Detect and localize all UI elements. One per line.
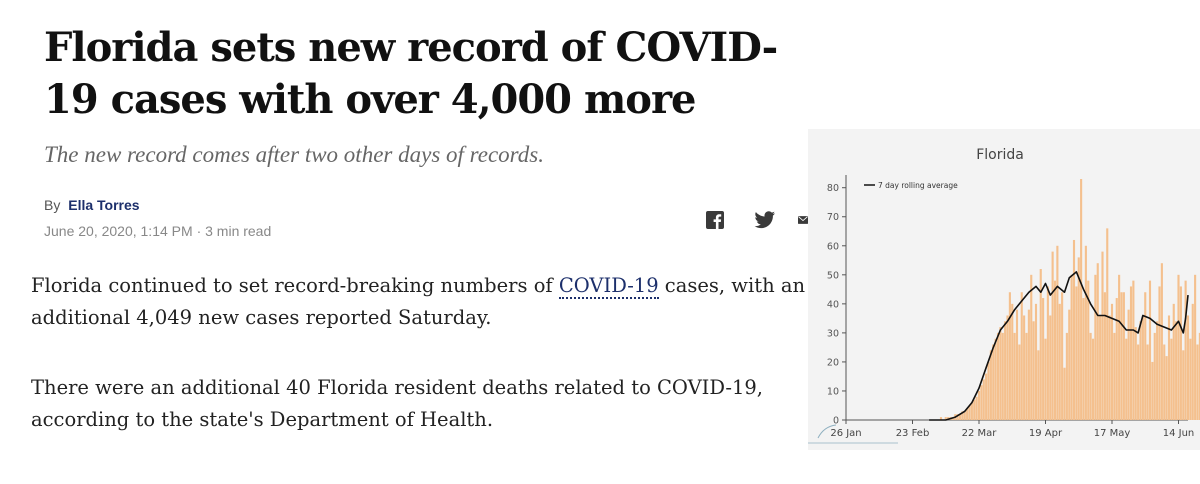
daily-bar xyxy=(1009,292,1011,420)
daily-bar xyxy=(1085,246,1087,420)
daily-bar xyxy=(1059,304,1061,420)
daily-bar xyxy=(971,403,973,420)
daily-bar xyxy=(1151,362,1153,420)
daily-bar xyxy=(1011,304,1013,420)
x-tick-label: 26 Jan xyxy=(830,428,862,439)
daily-bar xyxy=(1025,333,1027,420)
daily-bar xyxy=(1142,315,1144,420)
read-time: · 3 min read xyxy=(196,223,272,239)
daily-bar xyxy=(1002,333,1004,420)
daily-bar xyxy=(1106,228,1108,420)
x-tick-label: 14 Jun xyxy=(1162,428,1195,439)
subheadline: The new record comes after two other days of records. xyxy=(44,142,544,167)
paragraph-2: There were an additional 40 Florida resident deaths related to COVID-19, according to the state's Department of Health. xyxy=(31,376,763,431)
daily-bar xyxy=(992,345,994,420)
twitter-icon xyxy=(754,211,776,229)
x-tick-label: 23 Feb xyxy=(895,428,930,439)
daily-bar xyxy=(1080,179,1082,420)
y-tick-label: 60 xyxy=(826,241,839,253)
daily-bar xyxy=(1035,304,1037,420)
daily-bar xyxy=(1044,339,1046,420)
email-share-button[interactable] xyxy=(798,208,808,232)
y-tick-label: 30 xyxy=(826,328,839,340)
chart-title: Florida xyxy=(976,147,1024,163)
daily-bar xyxy=(1163,345,1165,420)
daily-bar xyxy=(1177,275,1179,420)
daily-bar xyxy=(1071,275,1073,420)
daily-bar xyxy=(1037,350,1039,420)
daily-bar xyxy=(987,362,989,420)
daily-bar xyxy=(1166,356,1168,420)
daily-bar xyxy=(1123,292,1125,420)
daily-bar xyxy=(1068,310,1070,420)
daily-bar xyxy=(995,339,997,420)
paragraph-1-text-start: Florida continued to set record-breaking numbers of xyxy=(31,274,559,297)
daily-bar xyxy=(1116,298,1118,420)
chart-svg xyxy=(808,129,1200,450)
daily-bar xyxy=(1052,252,1054,420)
facebook-share-button[interactable] xyxy=(702,208,728,232)
x-tick-label: 19 Apr xyxy=(1028,428,1063,439)
daily-bar xyxy=(1066,333,1068,420)
daily-bar xyxy=(1030,275,1032,420)
byline-prefix: By xyxy=(44,197,61,213)
y-tick-label: 70 xyxy=(826,212,839,224)
daily-bar xyxy=(1196,345,1198,420)
y-tick-label: 50 xyxy=(826,270,839,282)
daily-bar xyxy=(1047,286,1049,420)
y-tick-label: 20 xyxy=(826,357,839,369)
daily-bar xyxy=(973,400,975,420)
y-tick-label: 10 xyxy=(826,386,839,398)
daily-bar xyxy=(1185,281,1187,420)
y-tick-label: 40 xyxy=(826,299,839,311)
daily-bar xyxy=(1173,304,1175,420)
daily-bar xyxy=(1061,292,1063,420)
daily-bar xyxy=(1147,345,1149,420)
daily-bar xyxy=(1097,263,1099,420)
byline xyxy=(44,197,140,213)
daily-bar xyxy=(1139,321,1141,420)
daily-bar xyxy=(1092,339,1094,420)
daily-bar xyxy=(1004,321,1006,420)
daily-bar xyxy=(1118,275,1120,420)
daily-bar xyxy=(1104,292,1106,420)
daily-bars xyxy=(940,179,1200,420)
daily-bar xyxy=(1113,333,1115,420)
daily-bar xyxy=(1130,286,1132,420)
daily-bar xyxy=(1073,240,1075,420)
facebook-icon xyxy=(706,211,724,229)
daily-bar xyxy=(985,374,987,420)
daily-bar xyxy=(1078,257,1080,420)
dateline xyxy=(44,223,271,239)
legend-label: 7 day rolling average xyxy=(878,181,958,190)
x-axis-ticks xyxy=(830,420,1194,439)
daily-bar xyxy=(1175,321,1177,420)
daily-bar xyxy=(978,391,980,420)
daily-bar xyxy=(1018,345,1020,420)
daily-bar xyxy=(1180,286,1182,420)
daily-bar xyxy=(1028,310,1030,420)
daily-bar xyxy=(1056,246,1058,420)
daily-bar xyxy=(1109,315,1111,420)
daily-bar xyxy=(1094,275,1096,420)
daily-bar xyxy=(1023,315,1025,420)
daily-bar xyxy=(1192,304,1194,420)
daily-bar xyxy=(1161,263,1163,420)
daily-bar xyxy=(983,379,985,420)
y-tick-label: 80 xyxy=(826,183,839,195)
daily-bar xyxy=(1154,333,1156,420)
daily-bar xyxy=(1189,339,1191,420)
daily-bar xyxy=(1168,315,1170,420)
x-tick-label: 17 May xyxy=(1093,428,1131,439)
daily-bar xyxy=(990,350,992,420)
daily-bar xyxy=(1111,304,1113,420)
email-icon xyxy=(798,213,808,227)
daily-bar xyxy=(1120,292,1122,420)
daily-bar xyxy=(1054,281,1056,420)
daily-bar xyxy=(1082,298,1084,420)
daily-bar xyxy=(1187,315,1189,420)
daily-bar xyxy=(976,397,978,420)
daily-bar xyxy=(997,333,999,420)
daily-bar xyxy=(1101,252,1103,420)
daily-bar xyxy=(980,385,982,420)
daily-bar xyxy=(1049,315,1051,420)
daily-bar xyxy=(1182,350,1184,420)
daily-bar xyxy=(1128,310,1130,420)
florida-cases-chart xyxy=(808,129,1200,450)
daily-bar xyxy=(1144,292,1146,420)
covid-19-link[interactable]: COVID-19 xyxy=(558,274,659,297)
daily-bar xyxy=(999,327,1001,420)
daily-bar xyxy=(1021,292,1023,420)
twitter-share-button[interactable] xyxy=(752,208,778,232)
daily-bar xyxy=(1014,333,1016,420)
paragraph-1-text-end: cases, with an additional 4,049 new cases reported Saturday. xyxy=(31,274,806,329)
daily-bar xyxy=(1090,333,1092,420)
daily-bar xyxy=(1063,368,1065,420)
page-bottom-space xyxy=(808,450,1200,484)
daily-bar xyxy=(1194,275,1196,420)
daily-bar xyxy=(1137,345,1139,420)
daily-bar xyxy=(1156,321,1158,420)
daily-bar xyxy=(1132,281,1134,420)
daily-bar xyxy=(1149,281,1151,420)
daily-bar xyxy=(1099,315,1101,420)
author-link[interactable]: Ella Torres xyxy=(68,197,140,213)
daily-bar xyxy=(1170,339,1172,420)
daily-bar xyxy=(1135,327,1137,420)
daily-bar xyxy=(1016,310,1018,420)
chart-legend xyxy=(864,181,958,190)
x-tick-label: 22 Mar xyxy=(961,428,997,439)
daily-bar xyxy=(1042,298,1044,420)
daily-bar xyxy=(1125,339,1127,420)
y-tick-label: 0 xyxy=(832,415,839,427)
paragraph-1 xyxy=(31,270,821,334)
headline: Florida sets new record of COVID-19 cases with over 4,000 more xyxy=(44,24,778,123)
daily-bar xyxy=(1006,315,1008,420)
daily-bar xyxy=(1033,321,1035,420)
publish-date: June 20, 2020, 1:14 PM xyxy=(44,223,193,239)
daily-bar xyxy=(1075,286,1077,420)
daily-bar xyxy=(1158,286,1160,420)
